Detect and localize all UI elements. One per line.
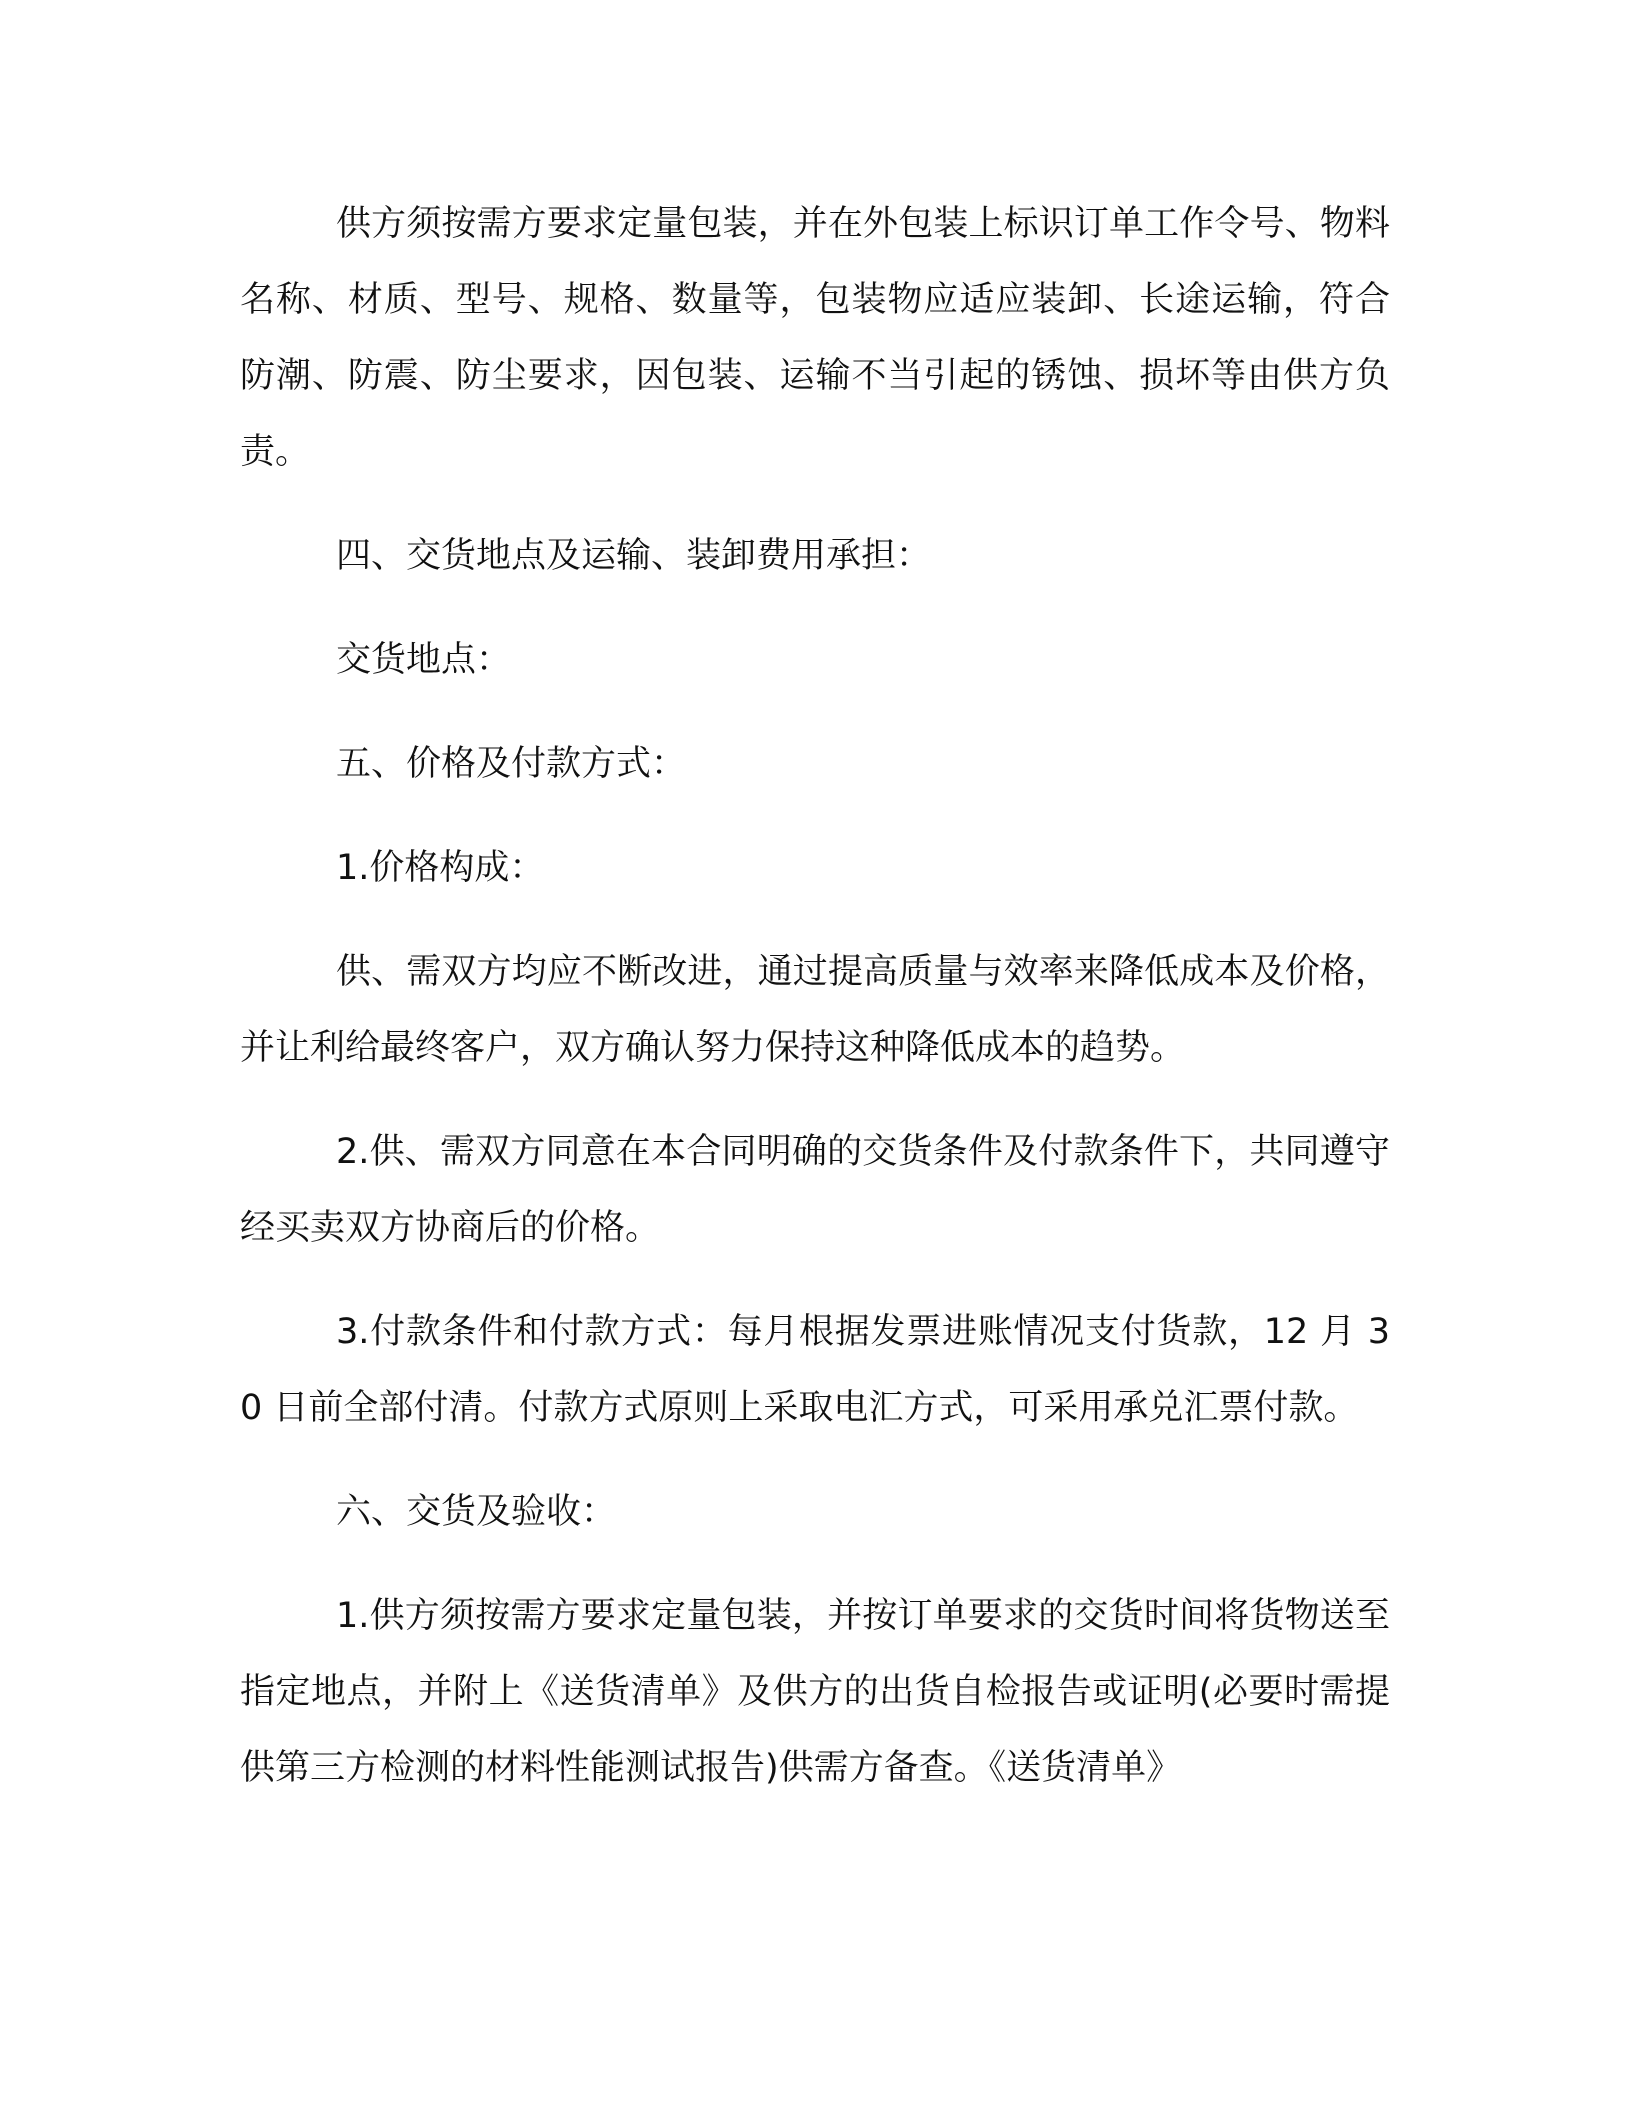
section-heading-delivery-acceptance: 六、交货及验收： [336, 1492, 617, 1532]
paragraph-delivery-procedure: 1.供方须按需方要求定量包装，并按订单要求的交货时间将货物送至指定地点，并附上《送货清单》及供方的出货自检报告或证明(必要时需提供第三方检测的材料性能测试报告)供需方备查。《送货清单》 [240, 1596, 1390, 1788]
paragraph-cost-reduction: 供、需双方均应不断改进，通过提高质量与效率来降低成本及价格，并让利给最终客户，双方确认努力保持这种降低成本的趋势。 [240, 952, 1390, 1068]
paragraph-packaging-requirements: 供方须按需方要求定量包装，并在外包装上标识订单工作令号、物料名称、材质、型号、规格、数量等，包装物应适应装卸、长途运输，符合防潮、防震、防尘要求，因包装、运输不当引起的锈蚀、损坏等由供方负责。 [240, 204, 1390, 472]
document-body [240, 186, 1390, 1806]
subheading-price-composition: 1.价格构成： [336, 848, 545, 888]
paragraph-delivery-location: 交货地点： [336, 640, 512, 680]
paragraph-payment-terms: 3.付款条件和付款方式：每月根据发票进账情况支付货款，12 月 30 日前全部付清。付款方式原则上采取电汇方式，可采用承兑汇票付款。 [240, 1312, 1390, 1428]
section-heading-price-payment: 五、价格及付款方式： [336, 744, 687, 784]
paragraph-agreed-price: 2.供、需双方同意在本合同明确的交货条件及付款条件下，共同遵守经买卖双方协商后的价格。 [240, 1132, 1390, 1248]
section-heading-delivery-location: 四、交货地点及运输、装卸费用承担： [336, 536, 932, 576]
